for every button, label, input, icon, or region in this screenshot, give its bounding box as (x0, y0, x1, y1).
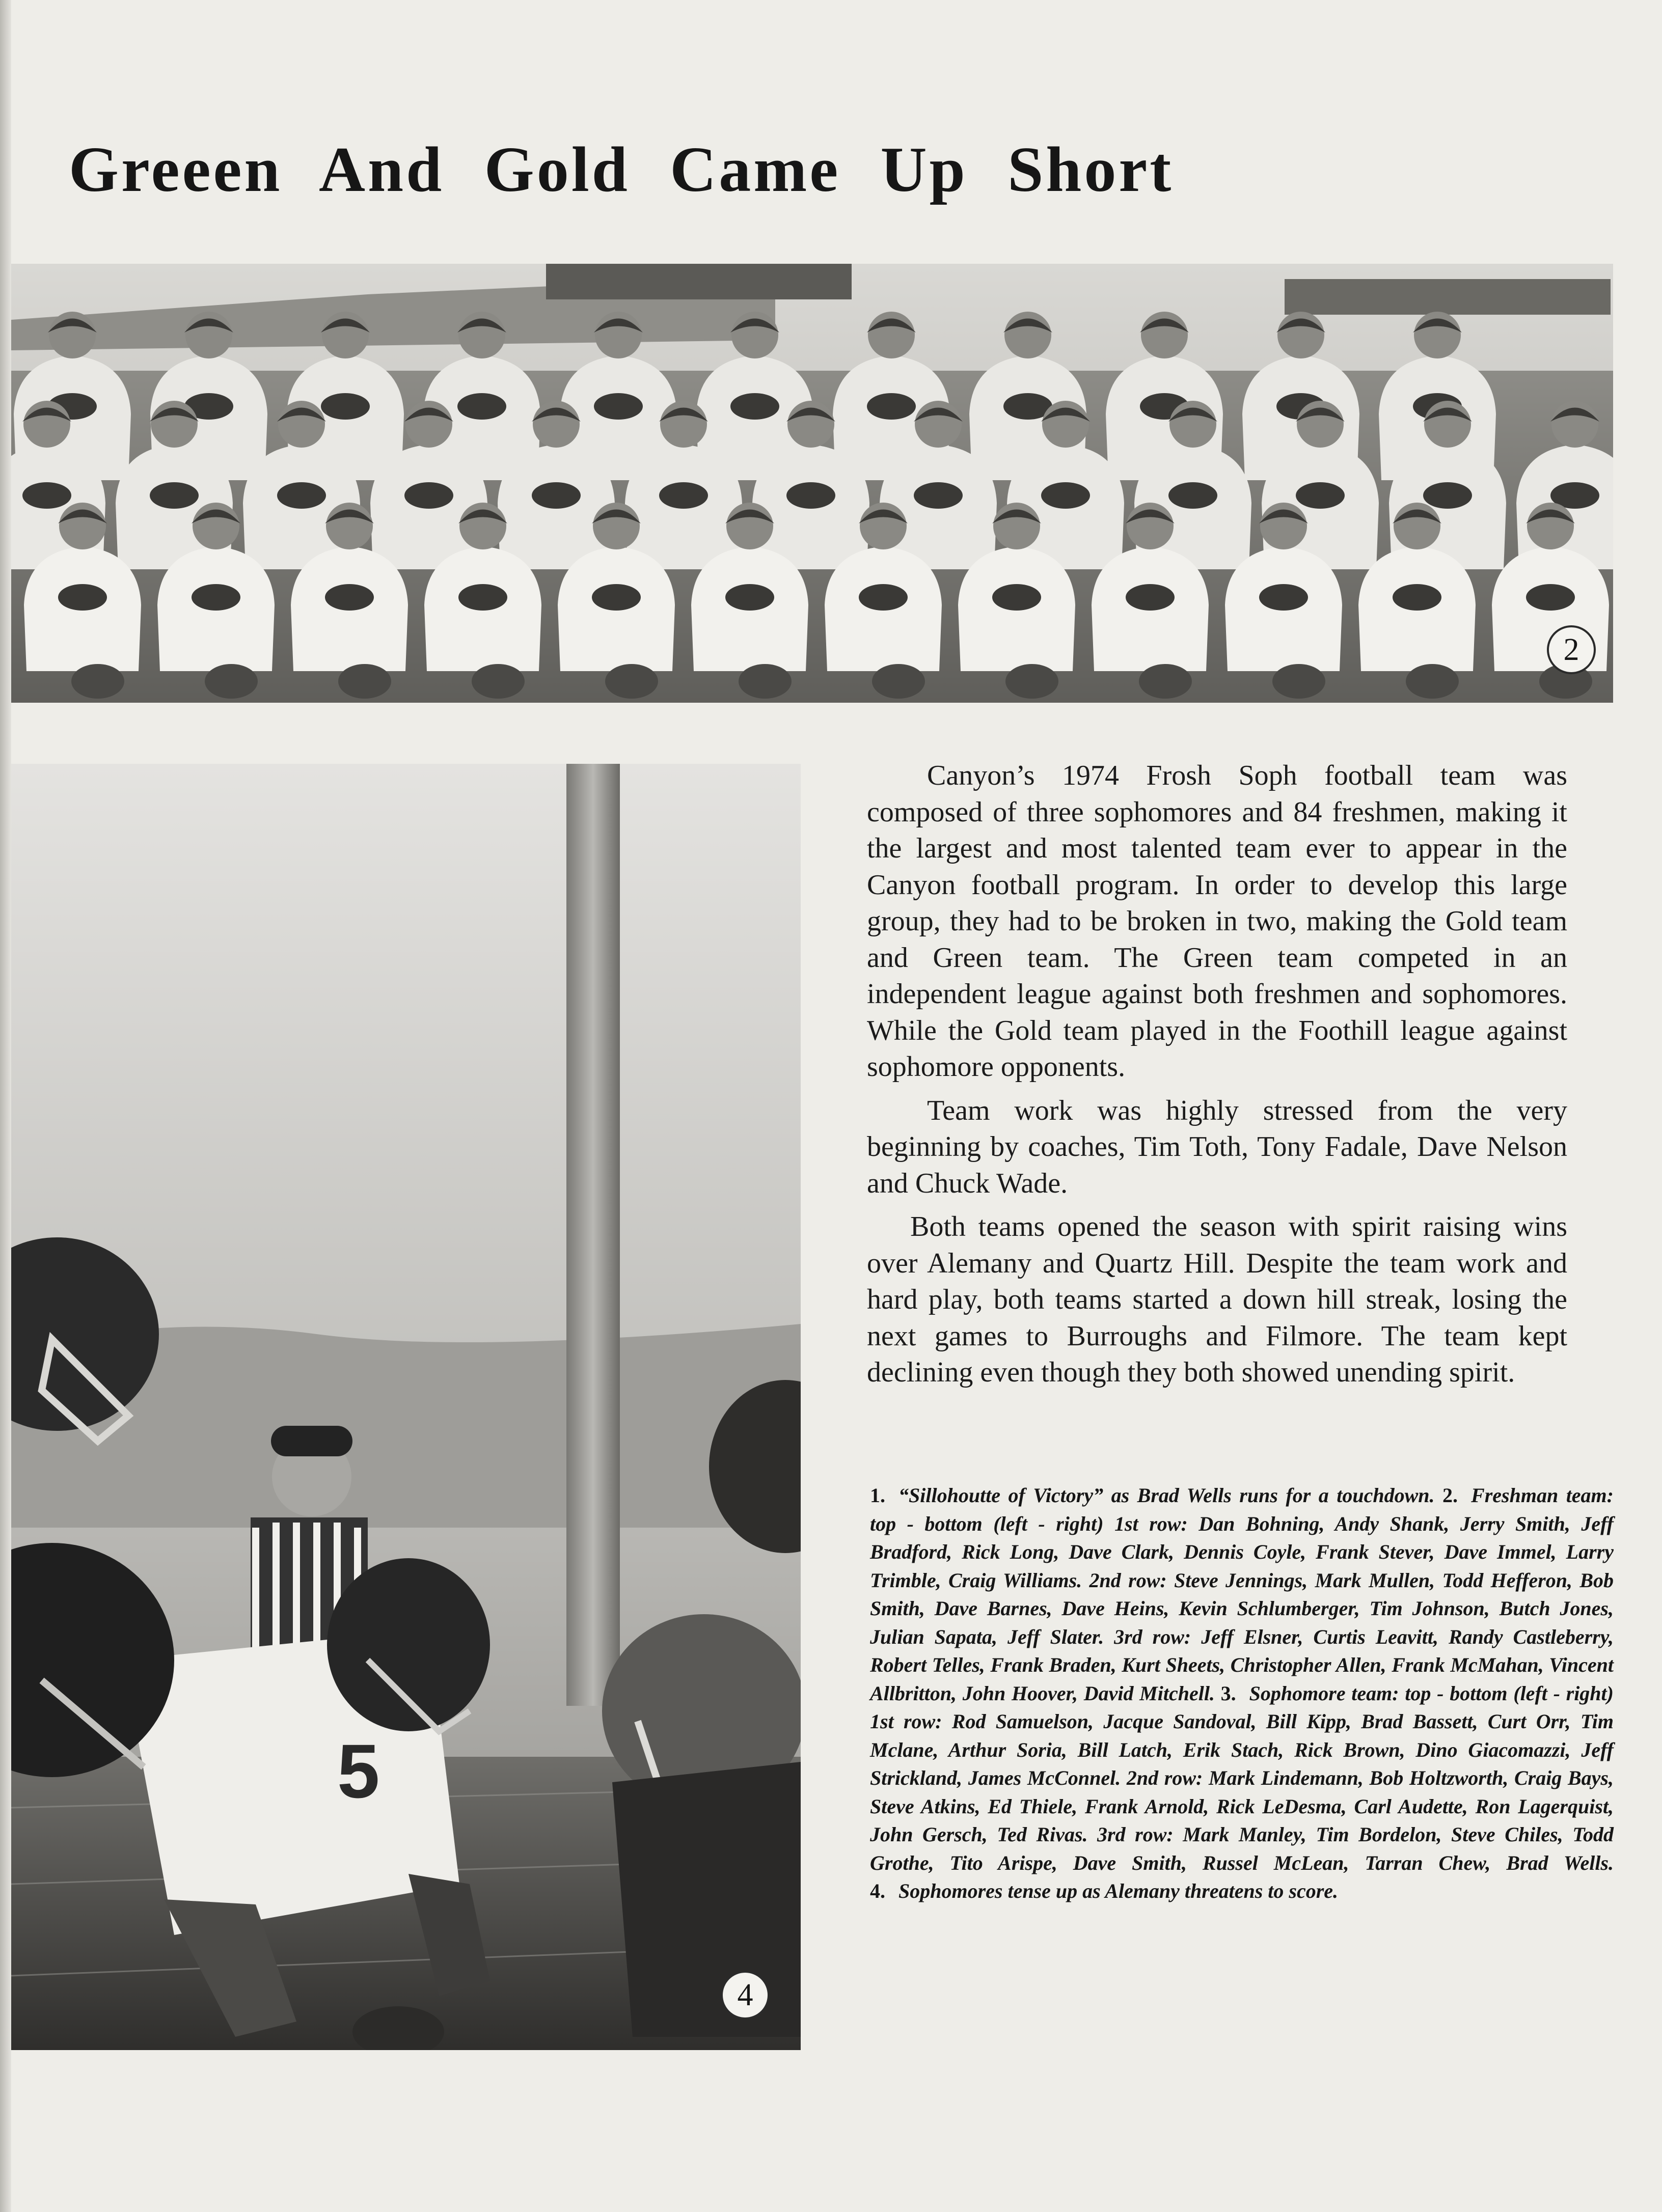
line-of-scrimmage-image (11, 764, 801, 2050)
helmet-on-ground (71, 664, 124, 699)
helmet-on-ground (739, 664, 792, 699)
helmet-on-ground (872, 664, 925, 699)
photo-captions (870, 1481, 1614, 1905)
svg-text:5: 5 (337, 1728, 380, 1814)
team-photo (11, 264, 1613, 703)
page-title: Greeen And Gold Came Up Short (69, 134, 1174, 205)
article-paragraph: Both teams opened the season with spirit raising wins over Alemany and Quartz Hill. Despite the team work and hard play, both teams started a down hill streak, losing the next games to Burroughs and Filmore. The team kept declining even though they both showed unending spirit. (867, 1211, 1567, 1388)
article-body (867, 758, 1567, 1398)
helmet-on-ground (1406, 664, 1459, 699)
photo-number-badge: 4 (721, 1971, 770, 2020)
helmet-on-ground (1139, 664, 1192, 699)
article-paragraph: Canyon’s 1974 Frosh Soph football team was composed of three sophomores and 84 freshmen, making it the largest and most talented team ever to appear in the Canyon football program. In order to develop this large group, they had to be broken in two, making the Gold team and Green team. The Green team competed in an independent league against both freshmen and sophomores. While the Gold team played in the Foothill league against sophomore opponents. (867, 760, 1567, 1083)
caption-text: Freshman team: top - bottom (left - right) 1st row: Dan Bohning, Andy Shank, Jerry Smith, Jeff Bradford, Rick Long, Dave Clark, Dennis Coyle, Frank Stever, Dave Immel, Larry Trimble, Craig Williams. 2nd row: Steve Jennings, Mark Mullen, Todd Hefferon, Bob Smith, Dave Barnes, Dave Heins, Kevin Schlumberger, Tim Johnson, Butch Jones, Julian Sapata, Jeff Slater. 3rd row: Jeff Elsner, Curtis Leavitt, Randy Castleberry, Robert Telles, Frank Braden, Kurt Sheets, Christopher Allen, Frank McMahan, Vincent Allbritton, John Hoover, David Mitchell. (870, 1484, 1614, 1705)
caption-text: Sophomore team: top - bottom (left - right) 1st row: Rod Samuelson, Jacque Sandoval, Bill Kipp, Brad Bassett, Curt Orr, Tim Mclane, Arthur Soria, Bill Latch, Erik Stach, Rick Brown, Dino Giacomazzi, Jeff Strickland, James McConnel. 2nd row: Mark Lindemann, Bob Holtzworth, Craig Bays, Steve Atkins, Ed Thiele, Frank Arnold, Rick LeDesma, Carl Audette, Ron Lagerquist, John Gersch, Ted Rivas. 3rd row: Mark Manley, Tim Bordelon, Steve Chiles, Todd Grothe, Tito Arispe, Dave Smith, Russel McLean, Tarran Chew, Brad Wells. (870, 1681, 1614, 1874)
helmet-on-ground (1272, 664, 1325, 699)
helmet-on-ground (338, 664, 391, 699)
article-paragraph: Team work was highly stressed from the very beginning by coaches, Tim Toth, Tony Fadale, Dave Nelson and Chuck Wade. (867, 1094, 1567, 1199)
caption-text: “Sillohoutte of Victory” as Brad Wells runs for a touchdown. (898, 1484, 1435, 1507)
caption-block (870, 1481, 1614, 1905)
photo-number-badge: 2 (1547, 625, 1596, 674)
helmet-on-ground (1005, 664, 1058, 699)
caption-number: 3. (1220, 1681, 1236, 1705)
caption-number: 4. (870, 1879, 885, 1902)
caption-number: 1. (870, 1484, 885, 1507)
caption-text: Sophomores tense up as Alemany threatens to score. (898, 1879, 1339, 1902)
line-of-scrimmage-photo (11, 764, 801, 2050)
page-binding-edge (0, 0, 11, 2212)
helmet-on-ground (472, 664, 525, 699)
helmet-on-ground (605, 664, 658, 699)
helmet-on-ground (205, 664, 258, 699)
team-photo-image (11, 264, 1613, 703)
caption-number: 2. (1442, 1484, 1458, 1507)
